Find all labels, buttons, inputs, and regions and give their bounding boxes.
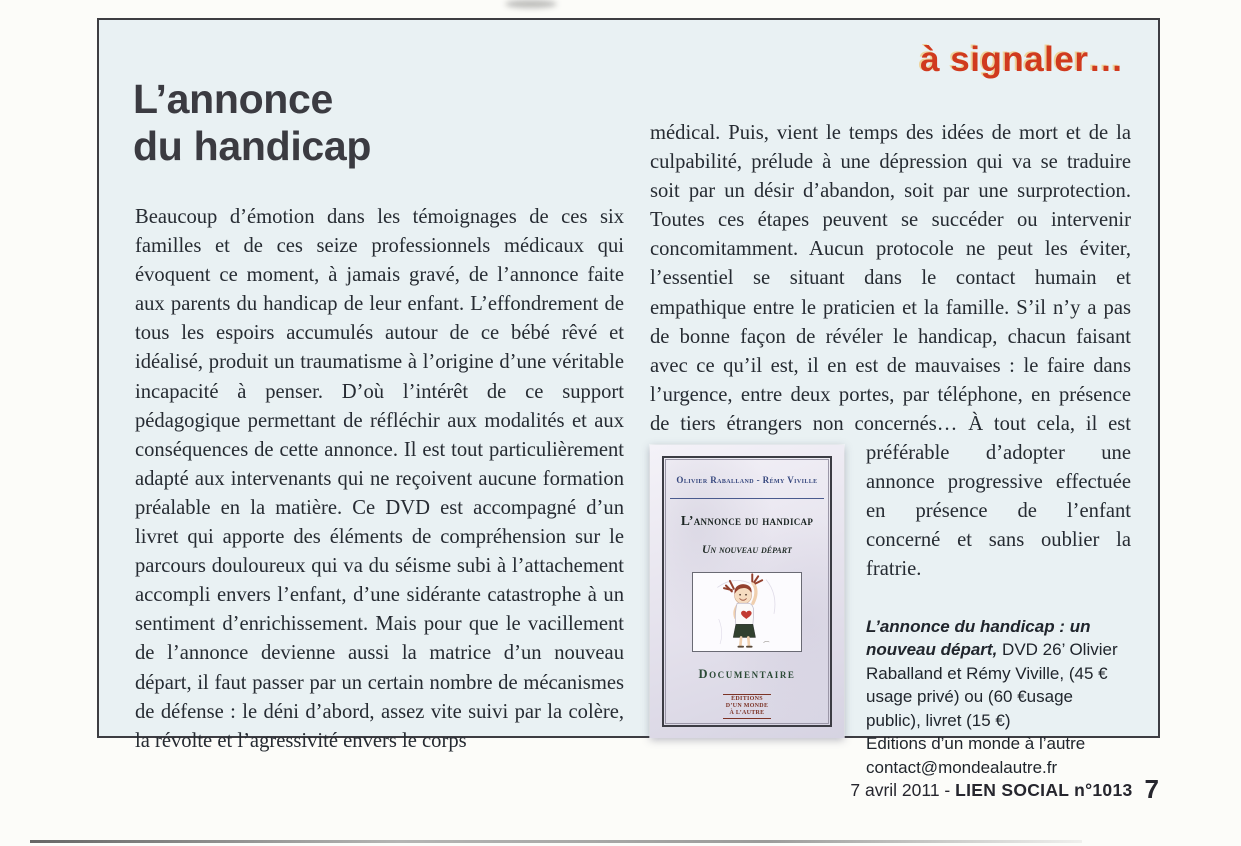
article-panel xyxy=(97,18,1160,777)
dvd-publisher-line3: À L’AUTRE xyxy=(729,710,765,717)
dvd-genre: Documentaire xyxy=(698,666,796,681)
dvd-caption-main xyxy=(866,615,1131,733)
article-title-line1: L’annonce xyxy=(133,76,334,122)
article-column-left: Beaucoup d’émotion dans les témoignages de ces six familles et de ces seize professionnels médicaux qui évoquent ce moment, à jamais gravé, de l’annonce faite aux parents du handicap de leur enfant. L’effondrement de tous les espoirs accumulés autour de ce bébé rêvé et idéalisé, produit un traumatisme à l’origine d’une véritable incapacité à penser. D’où l’intérêt de ce support pédagogique permettant de réfléchir aux modalités et aux conséquences de cette annonce. Il est tout particulièrement adapté aux intervenants qui ne reçoivent aucune formation préalable en la matière. Ce DVD est accompagné d’un livret qui apporte des éléments de compréhension sur le parcours douloureux qui va du séisme subi à l’attachement accompli envers l’enfant, d’une sidérante catastrophe à un sentiment d’enrichissement. Mais pour que le vacillement de l’annonce devienne aussi la matrice d’un nouveau départ, il faut passer par un certain nombre de mécanismes de défense : le déni d’abord, assez vite suivi par la colère, la révolte et l’agressivité envers le corps xyxy=(135,206,624,752)
scan-smudge-artifact xyxy=(505,0,557,8)
article-text-before-image: médical. Puis, vient le temps des idées de mort et de la culpabilité, prélude à une dépression qui va se traduire soit par un désir d’abandon, soit par une surprotection. Toutes ces étapes peuvent se succéder ou intervenir concomitamment. Aucun protocole ne peut les éviter, l’essentiel se situant dans le contact humain et empathique entre le praticien et la famille. S’il n’y a pas de bonne façon de révéler le handicap, chacun faisant avec ce qu’il est, il en est de mauvaises : le faire dans l’urgence, entre deux portes, par téléphone, en présence de tiers étrangers non concernés… À tout xyxy=(650,122,1131,435)
dvd-cover xyxy=(650,445,844,738)
article-title xyxy=(133,76,371,170)
article-column-right xyxy=(650,119,1131,779)
page-footer xyxy=(850,774,1159,805)
section-header: à signaler… xyxy=(920,40,1124,79)
dvd-authors: Olivier Raballand - Rémy Viville xyxy=(670,466,824,499)
dvd-title: L’annonce du handicap xyxy=(680,513,814,529)
dvd-illustration-girl xyxy=(692,572,802,652)
footer-date: 7 avril 2011 - xyxy=(850,780,956,800)
dvd-caption xyxy=(866,615,1131,780)
dvd-publisher-logo xyxy=(723,694,772,719)
footer-journal-name: LIEN SOCIAL n°1013 xyxy=(955,780,1133,800)
dvd-caption-email: contact@mondealautre.fr xyxy=(866,757,1058,777)
dvd-caption-publisher: Editions d’un monde à l’autre xyxy=(866,734,1086,753)
dvd-subtitle: Un nouveau départ xyxy=(702,544,792,557)
dvd-caption-details: DVD 26’ Olivier Raballand et Rémy Viville, (45 € usage privé) ou (60 €usage public), livret (15 €) xyxy=(866,640,1118,730)
dvd-caption-title: L’annonce du handicap : un nouveau départ, xyxy=(866,616,1091,659)
dvd-publisher-line1: ÉDITIONS xyxy=(731,696,763,703)
footer-page-number: 7 xyxy=(1144,774,1159,804)
dvd-publisher-line2: D’UN MONDE xyxy=(725,703,769,710)
scan-edge-artifact xyxy=(30,840,1082,843)
dvd-cover-frame xyxy=(662,456,832,727)
article-title-line2: du handicap xyxy=(133,123,372,170)
article-text-wrapped: cela, il est préférable d’adopter une annonce progressive effectuée en présence de l’enfant concerné et sans oublier la fratrie. xyxy=(866,412,1131,581)
